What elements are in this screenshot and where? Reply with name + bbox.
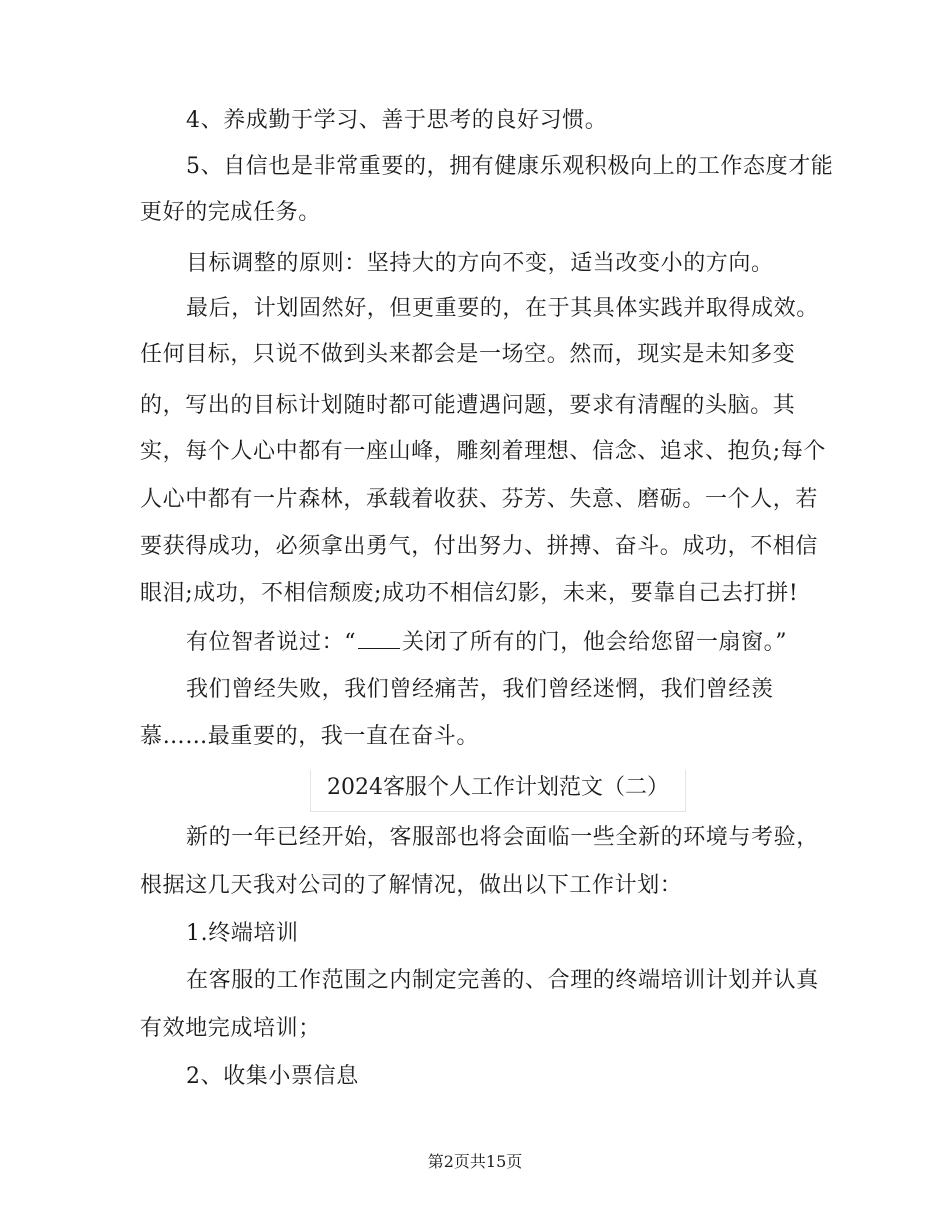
paragraph-line: 根据这几天我对公司的了解情况，做出以下工作计划： bbox=[140, 873, 683, 898]
paragraph-line: 任何目标，只说不做到头来都会是一场空。然而，现实是未知多变 bbox=[140, 342, 796, 367]
paragraph-line: 2、收集小票信息 bbox=[186, 1064, 359, 1089]
paragraph-line: 人心中都有一片森林，承载着收获、芬芳、失意、磨砺。一个人，若 bbox=[140, 487, 819, 512]
paragraph-line: 最后，计划固然好，但更重要的，在于其具体实践并取得成效。 bbox=[186, 296, 819, 321]
paragraph-line: 眼泪;成功，不相信颓废;成功不相信幻影，未来，要靠自己去打拼! bbox=[140, 581, 799, 606]
paragraph-line: 慕……最重要的，我一直在奋斗。 bbox=[140, 724, 480, 749]
quote-line bbox=[186, 628, 787, 658]
paragraph-line: 1.终端培训 bbox=[186, 921, 299, 946]
quote-suffix: 关闭了所有的门，他会给您留一扇窗。” bbox=[402, 630, 788, 655]
paragraph-line: 在客服的工作范围之内制定完善的、合理的终端培训计划并认真 bbox=[186, 968, 819, 993]
paragraph-line: 有效地完成培训； bbox=[140, 1016, 321, 1041]
paragraph-line: 新的一年已经开始，客服部也将会面临一些全新的环境与考验， bbox=[186, 825, 819, 850]
quote-prefix: 有位智者说过：“ bbox=[186, 630, 357, 655]
paragraph-line: 的，写出的目标计划随时都可能遭遇问题，要求有清醒的头脑。其 bbox=[140, 393, 796, 418]
paragraph-line: 要获得成功，必须拿出勇气，付出努力、拼搏、奋斗。成功，不相信 bbox=[140, 534, 819, 559]
paragraph-line: 5、自信也是非常重要的，拥有健康乐观积极向上的工作态度才能 bbox=[186, 154, 834, 179]
blank-underline bbox=[358, 628, 400, 649]
paragraph-line: 更好的完成任务。 bbox=[140, 200, 321, 225]
section-title: 2024客服个人工作计划范文（二） bbox=[327, 775, 669, 800]
paragraph-line: 目标调整的原则：坚持大的方向不变，适当改变小的方向。 bbox=[186, 251, 774, 276]
paragraph-line: 我们曾经失败，我们曾经痛苦，我们曾经迷惘，我们曾经羡 bbox=[186, 677, 774, 702]
paragraph-line: 实，每个人心中都有一座山峰，雕刻着理想、信念、追求、抱负;每个 bbox=[140, 439, 827, 464]
paragraph-line: 4、养成勤于学习、善于思考的良好习惯。 bbox=[186, 108, 608, 133]
page-number: 第2页共15页 bbox=[427, 1152, 523, 1171]
